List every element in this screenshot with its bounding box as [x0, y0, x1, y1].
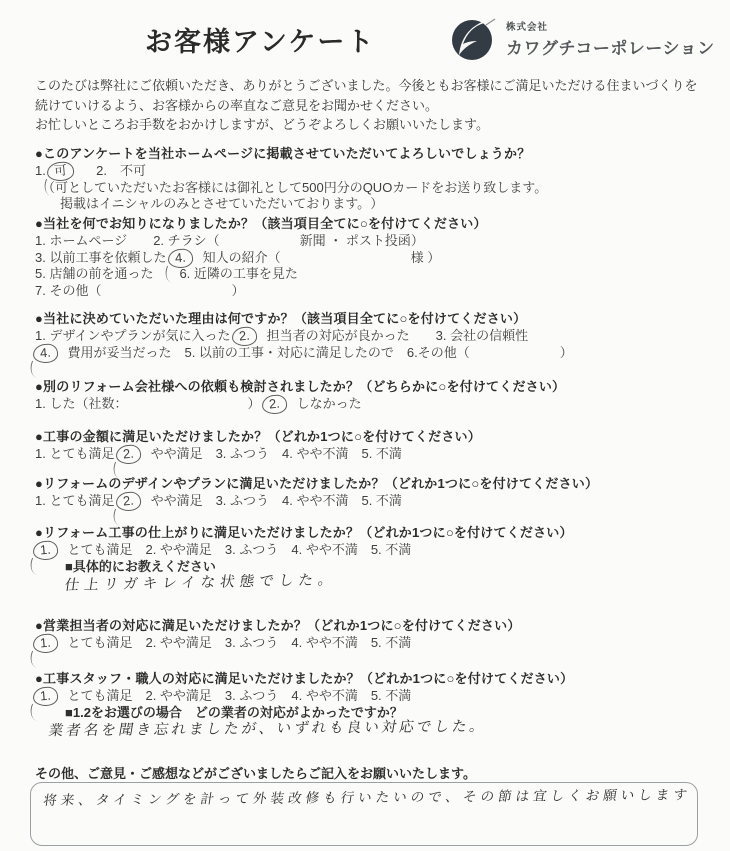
question-heading: ●このアンケートを当社ホームページに掲載させていただいてよろしいでしょうか？ — [35, 146, 531, 161]
circle-mark: 2. — [231, 326, 257, 347]
question-how-found-us — [35, 216, 715, 300]
circle-mark: 2. — [115, 444, 141, 465]
option-line: 5. 店舗の前を通った 6. 近隣の工事を見た — [35, 266, 298, 282]
handwriting-line — [63, 572, 715, 595]
option-label: 新聞 ・ ポスト投函） — [299, 232, 424, 248]
option-label: とても満足 2. やや満足 3. ふつう 4. やや不満 5. 不満 — [67, 541, 412, 557]
question-finish-satisfaction — [35, 525, 715, 595]
option-label: 3. 以前工事を依頼した — [35, 249, 167, 265]
question-design-satisfaction — [35, 476, 715, 510]
option-line — [35, 233, 715, 250]
question-staff-satisfaction — [35, 671, 715, 738]
intro-line: 続けていけるよう、お客様からの率直なご意見をお聞かせください。 — [35, 97, 439, 113]
question-heading: ●当社に決めていただいた理由は何ですか？（該当項目全てに○を付けてください） — [35, 311, 527, 326]
option-line — [35, 396, 715, 413]
question-sales-rep-satisfaction — [35, 618, 715, 652]
question-heading: ●リフォーム工事の仕上がりに満足いただけましたか？（どれか1つに○を付けてください） — [35, 525, 573, 540]
option-label: しなかった — [296, 395, 362, 411]
close-paren: ） — [370, 196, 384, 212]
circle-mark: 可 — [47, 161, 76, 182]
note-text: 掲載はイニシャルのみとさせていただいております。 — [60, 196, 371, 212]
sub-prompt: ■具体的にお教えください — [65, 558, 216, 574]
option-label: 1. とても満足 — [35, 445, 115, 461]
company-prefix: 株式会社 — [506, 22, 549, 33]
handwritten-comment: 将来、タイミングを計って外装改修も行いたいので、その節は宜しくお願いします — [42, 787, 693, 809]
circle-mark: 2. — [115, 491, 141, 512]
question-price-satisfaction — [35, 429, 715, 463]
note-line — [60, 196, 715, 213]
question-heading: ●工事の金額に満足いただけましたか？（どれか1つに○を付けてください） — [35, 429, 481, 444]
option-line — [35, 635, 715, 652]
option-label: やや満足 3. ふつう 4. やや不満 5. 不満 — [150, 445, 402, 461]
option-line — [35, 328, 715, 345]
circle-mark: 4. — [167, 248, 193, 269]
option-label: 7. その他（ — [35, 283, 102, 299]
circle-mark: 1. — [32, 686, 58, 707]
option-line — [35, 345, 715, 362]
question-heading: ●工事スタッフ・職人の対応に満足いただけましたか？（どれか1つに○を付けてください） — [35, 671, 574, 686]
handwritten-answer: 業者名を聞き忘れましたが、いずれも良い対応でした。 — [47, 719, 489, 740]
question-heading: ●当社を何でお知りになりましたか？（該当項目全てに○を付けてください） — [35, 216, 487, 231]
page-title: お客様アンケート — [145, 27, 376, 58]
question-publish-consent — [35, 146, 715, 213]
intro-line: このたびは弊社にご依頼いただき、ありがとうございました。今後ともお客様にご満足いただける住まいづくりを — [35, 78, 698, 93]
company-logo — [450, 16, 715, 62]
option-line — [35, 446, 715, 463]
note-line: （可としていただいたお客様には御礼として500円分のQUOカードをお送り致します。 — [42, 179, 548, 195]
intro-line: お忙しいところお手数をおかけしますが、どうぞよろしくお願いいたします。 — [35, 117, 489, 132]
option-line — [35, 688, 715, 705]
intro-text — [35, 76, 703, 135]
option-label: 様 ） — [410, 249, 441, 265]
comments-prompt: その他、ご意見・ご感想などがございましたらご記入をお願いいたします。 — [35, 766, 476, 781]
option-line — [35, 493, 715, 510]
company-name-block — [506, 19, 715, 59]
question-why-chose-us — [35, 311, 715, 361]
question-heading: ●リフォームのデザインやプランに満足いただけましたか？（どれか1つに○を付けてください） — [35, 476, 599, 491]
option-label: 2. 不可 — [96, 162, 146, 178]
close-paren: ） — [231, 283, 245, 299]
option-line — [35, 542, 715, 559]
option-label: 知人の紹介（ — [202, 249, 281, 265]
option-label: とても満足 2. やや満足 3. ふつう 4. やや不満 5. 不満 — [67, 634, 412, 650]
option-label: やや満足 3. ふつう 4. やや不満 5. 不満 — [150, 492, 402, 508]
question-considered-other-companies — [35, 379, 715, 413]
option-label: 1. ホームページ 2. チラシ（ — [35, 232, 220, 248]
close-paren: ） — [247, 395, 261, 411]
circle-mark: 4. — [32, 343, 58, 364]
option-label: 1. とても満足 — [35, 492, 115, 508]
circle-mark: 2. — [261, 394, 287, 415]
question-heading: ●営業担当者の対応に満足いただけましたか？（どれか1つに○を付けてください） — [35, 618, 521, 633]
option-label: 1. デザインやプランが気に入った — [35, 327, 231, 343]
option-line — [35, 163, 715, 180]
circle-mark: 1. — [32, 540, 58, 561]
handwritten-answer: 仕上リガキレイな状態でした。 — [63, 572, 339, 595]
option-label: 1. した（社数： — [35, 395, 128, 411]
company-name: カワグチコーポレーション — [506, 39, 715, 58]
option-line — [35, 250, 715, 267]
company-logo-icon — [450, 16, 496, 62]
circle-mark: 1. — [32, 633, 58, 654]
sub-prompt: ■1.2をお選びの場合 どの業者の対応がよかったですか？ — [65, 704, 403, 720]
option-label: とても満足 2. やや満足 3. ふつう 4. やや不満 5. 不満 — [67, 687, 412, 703]
option-label: 費用が妥当だった 5. 以前の工事・対応に満足したので 6.その他（ — [67, 344, 470, 360]
option-label: 担当者の対応が良かった 3. 会社の信頼性 — [266, 327, 529, 343]
option-line — [35, 283, 715, 300]
handwriting-line — [49, 721, 715, 738]
option-number: 1. — [35, 162, 46, 178]
question-heading: ●別のリフォーム会社様への依頼も検討されましたか？（どちらかに○を付けてください） — [35, 379, 566, 394]
close-paren: ） — [559, 344, 573, 360]
